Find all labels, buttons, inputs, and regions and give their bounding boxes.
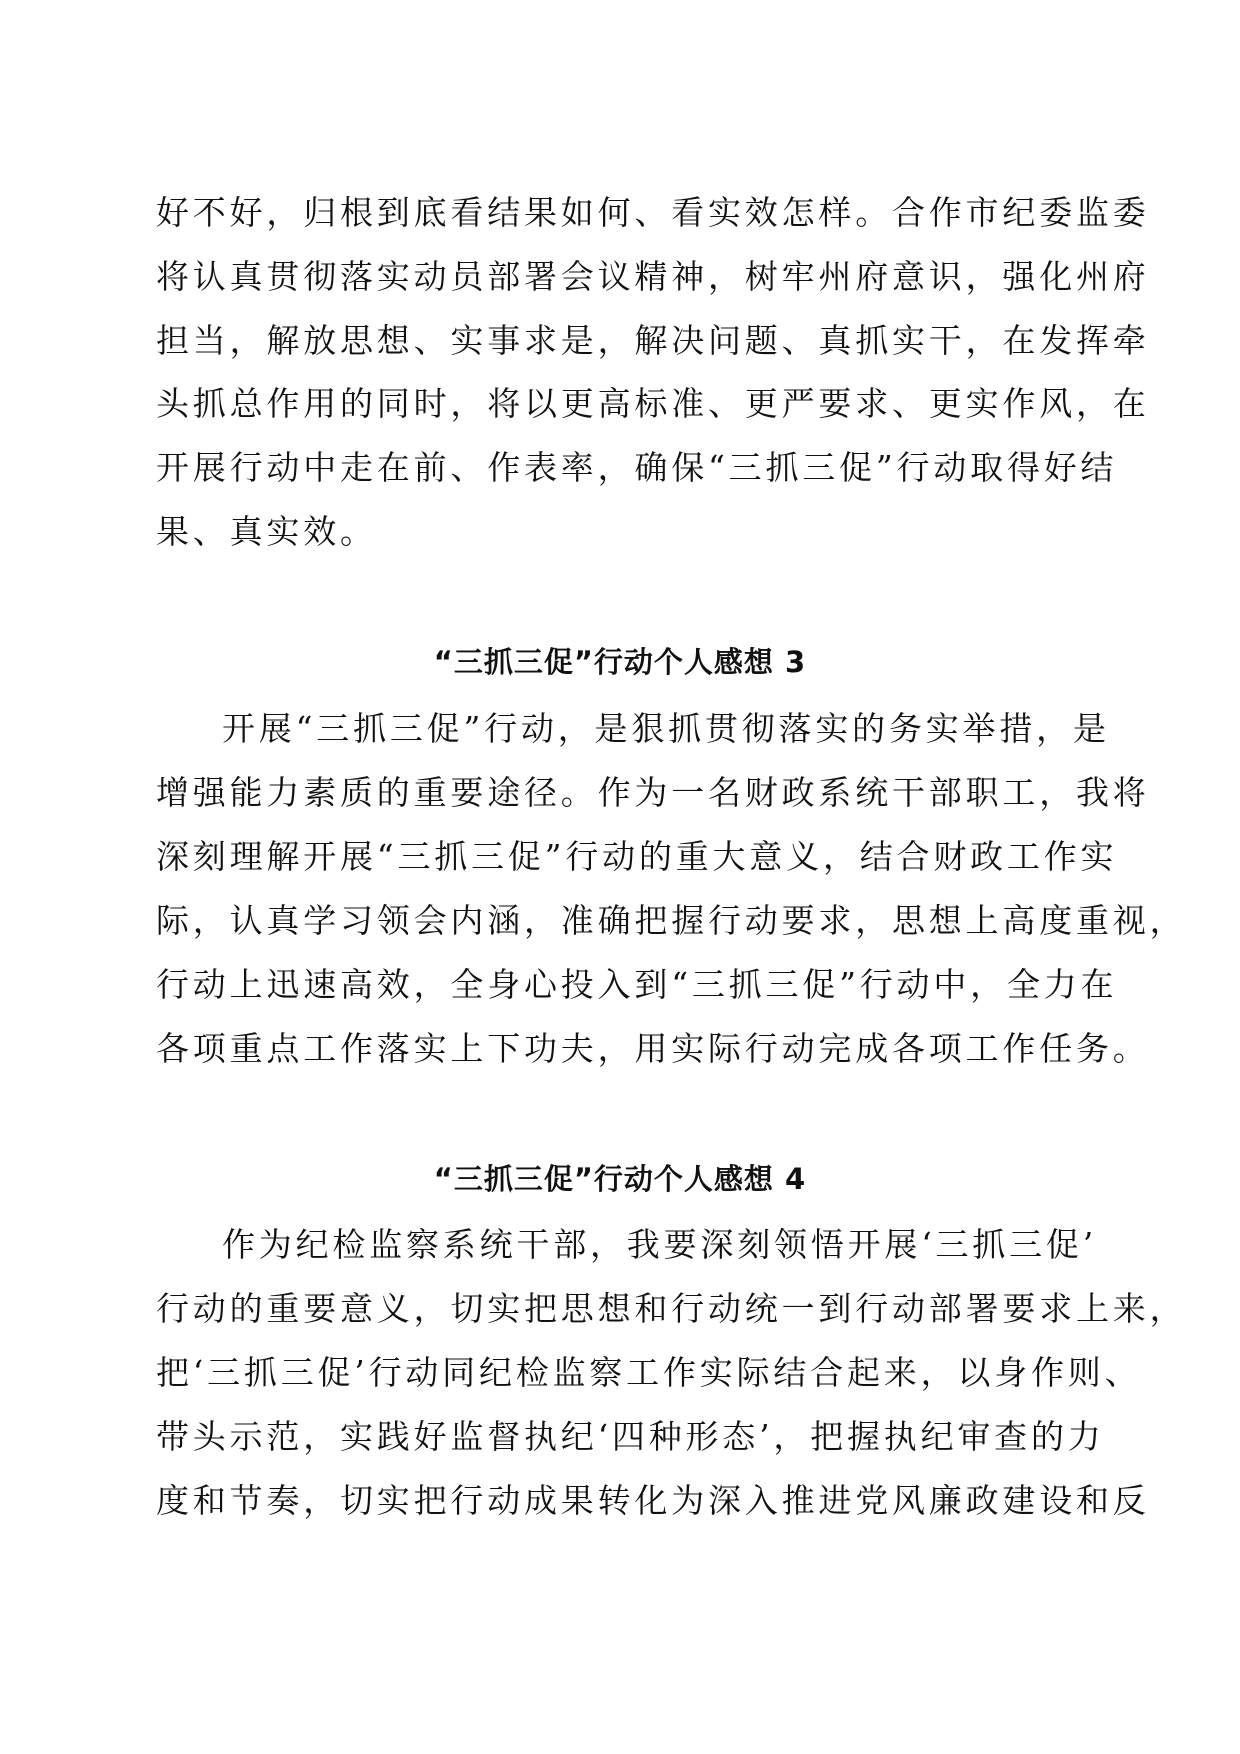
paragraph-line: 各项重点工作落实上下功夫，用实际行动完成各项工作任务。 [156,1029,1150,1068]
section-title-4: “三抓三促”行动个人感想 4 [433,1162,807,1196]
paragraph-line: 担当，解放思想、实事求是，解决问题、真抓实干，在发挥牵 [156,321,1150,360]
paragraph-line: 好不好，归根到底看结果如何、看实效怎样。合作市纪委监委 [156,193,1150,232]
paragraph-line: 头抓总作用的同时，将以更高标准、更严要求、更实作风，在 [156,384,1150,423]
paragraph-line: 度和节奏，切实把行动成果转化为深入推进党风廉政建设和反 [156,1481,1150,1520]
paragraph-line: 深刻理解开展“三抓三促”行动的重大意义，结合财政工作实 [156,837,1118,876]
paragraph-line: 果、真实效。 [156,512,377,551]
paragraph-line: 行动的重要意义，切实把思想和行动统一到行动部署要求上来， [156,1289,1187,1328]
paragraph-line: 带头示范，实践好监督执纪‘四种形态’，把握执纪审查的力 [156,1417,1105,1456]
paragraph-line: 把‘三抓三促’行动同纪检监察工作实际结合起来，以身作则、 [156,1353,1142,1392]
paragraph-line: 行动上迅速高效，全身心投入到“三抓三促”行动中，全力在 [156,965,1118,1004]
paragraph-line: 增强能力素质的重要途径。作为一名财政系统干部职工，我将 [156,773,1150,812]
paragraph-line: 开展行动中走在前、作表率，确保“三抓三促”行动取得好结 [156,448,1118,487]
paragraph-line: 际，认真学习领会内涵，准确把握行动要求，思想上高度重视， [156,901,1187,940]
paragraph-line: 开展“三抓三促”行动，是狠抓贯彻落实的务实举措，是 [222,709,1110,748]
section-title-3: “三抓三促”行动个人感想 3 [433,645,807,679]
paragraph-line: 将认真贯彻落实动员部署会议精神，树牢州府意识，强化州府 [156,257,1150,296]
paragraph-line: 作为纪检监察系统干部，我要深刻领悟开展‘三抓三促’ [222,1225,1097,1264]
